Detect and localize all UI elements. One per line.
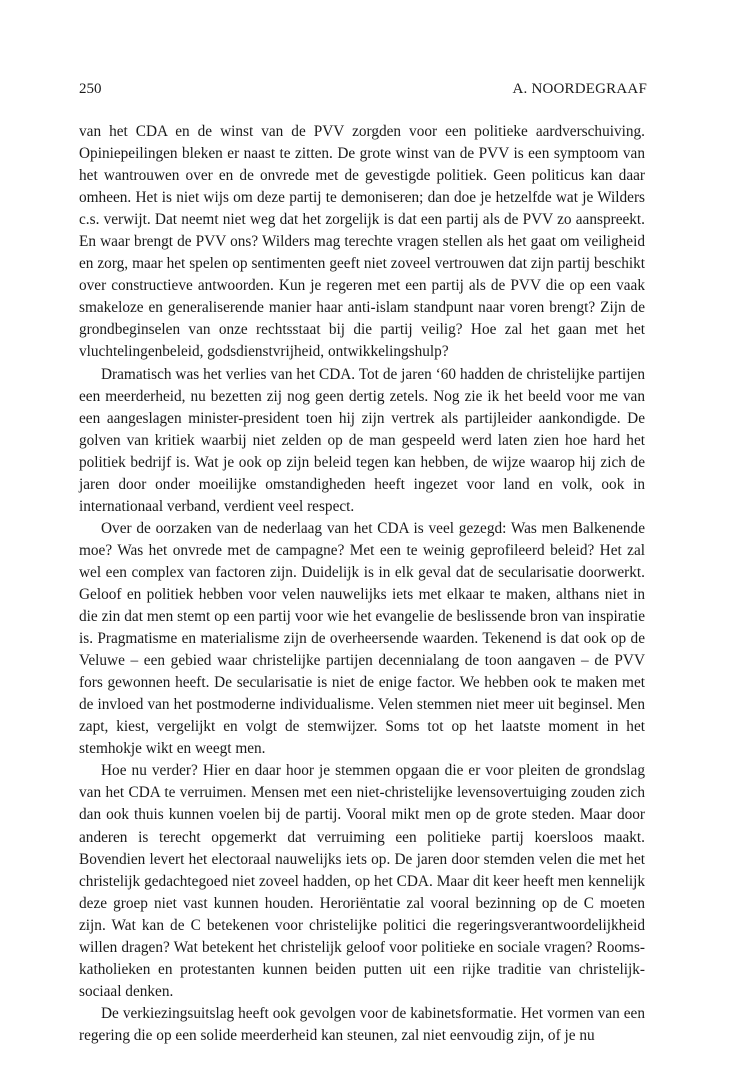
- running-head-author: A. NOORDEGRAAF: [512, 81, 647, 97]
- paragraph-3: Over de oorzaken van de nederlaag van het CDA is veel gezegd: Was men Balkenende moe? Was het onvrede met de campagne? Met een te weinig geprofileerd beleid? Het zal wel een complex van factoren zijn. Duidelijk is in elk geval dat de secularisatie doorwerkt. Geloof en politiek hebben voor velen nauwelijks iets met elkaar te maken, althans niet in die zin dat men stemt op een partij voor wie het evangelie de beslissende bron van inspiratie is. Pragmatisme en materialisme zijn de overheersende waarden. Tekenend is dat ook op de Veluwe – een gebied waar christelijke partijen decennialang de toon aangaven – de PVV fors gewonnen heeft. De secularisatie is niet de enige factor. We hebben ook te maken met de invloed van het postmoderne individualisme. Velen stemmen niet meer uit beginsel. Men zapt, kiest, vergelijkt en volgt de stemwijzer. Soms tot op het laatste moment in het stemhokje wikt en weegt men.: [79, 519, 645, 758]
- paragraph-1: van het CDA en de winst van de PVV zorgden voor een politieke aardverschuiving. Opiniepeilingen bleken er naast te zitten. De grote winst van de PVV is een symptoom van het wantrouwen over en de onvrede met de gevestigde politiek. Geen politicus kan daar omheen. Het is niet wijs om deze partij te demoniseren; dan doe je hetzelfde wat je Wilders c.s. verwijt. Dat neemt niet weg dat het zorgelijk is dat een partij als de PVV zo aanspreekt. En waar brengt de PVV ons? Wilders mag terechte vragen stellen als het gaat om veiligheid en zorg, maar het spelen op sentimenten geeft niet zoveel vertrouwen dat zijn partij beschikt over constructieve antwoorden. Kun je regeren met een partij als de PVV die op een vaak smakeloze en generaliserende manier haar anti-islam standpunt naar voren brengt? Zijn de grondbeginselen van onze rechtsstaat bij die partij veilig? Hoe zal het gaan met het vluchtelingenbeleid, godsdienstvrijheid, ontwikkelingshulp?: [79, 123, 645, 361]
- paragraph-4: Hoe nu verder? Hier en daar hoor je stemmen opgaan die er voor pleiten de grondslag van het CDA te verruimen. Mensen met een niet-christelijke levensovertuiging zouden zich dan ook thuis kunnen voelen bij de partij. Vooral mikt men op de grote steden. Maar door anderen is terecht opgemerkt dat verruiming een politieke partij koersloos maakt. Bovendien levert het electoraal nauwelijks iets op. De jaren door stemden velen die met het christelijk gedachtegoed niet zoveel hadden, op het CDA. Maar dit keer heeft men kennelijk deze groep niet vast kunnen houden. Heroriëntatie zal vooral bezinning op de C moeten zijn. Wat kan de C betekenen voor christelijke politici die regeringsverantwoordelijkheid willen dragen? Wat betekent het christelijk geloof voor politieke en sociale vragen? Rooms-katholieken en protestanten kunnen beiden putten uit een rijke traditie van christelijk-sociaal denken.: [79, 762, 645, 1000]
- paragraph-2: Dramatisch was het verlies van het CDA. Tot de jaren ‘60 hadden de christelijke partijen een meerderheid, nu bezetten zij nog geen dertig zetels. Nog zie ik het beeld voor me van een aangeslagen minister-president toen hij zijn vertrek als partijleider aankondigde. De golven van kritiek waarbij niet zelden op de man gespeeld werd laten zien hoe hard het politiek bedrijf is. Wat je ook op zijn beleid tegen kan hebben, de wijze waarop hij zich de jaren door onder moeilijke omstandigheden heeft ingezet voor land en volk, ook in internationaal verband, verdient veel respect.: [79, 365, 645, 515]
- body-text: [79, 121, 645, 1047]
- page-number: 250: [79, 81, 102, 97]
- paragraph-5: De verkiezingsuitslag heeft ook gevolgen voor de kabinetsformatie. Het vormen van een regering die op een solide meerderheid kan steunen, zal niet eenvoudig zijn, of je nu: [79, 1004, 645, 1044]
